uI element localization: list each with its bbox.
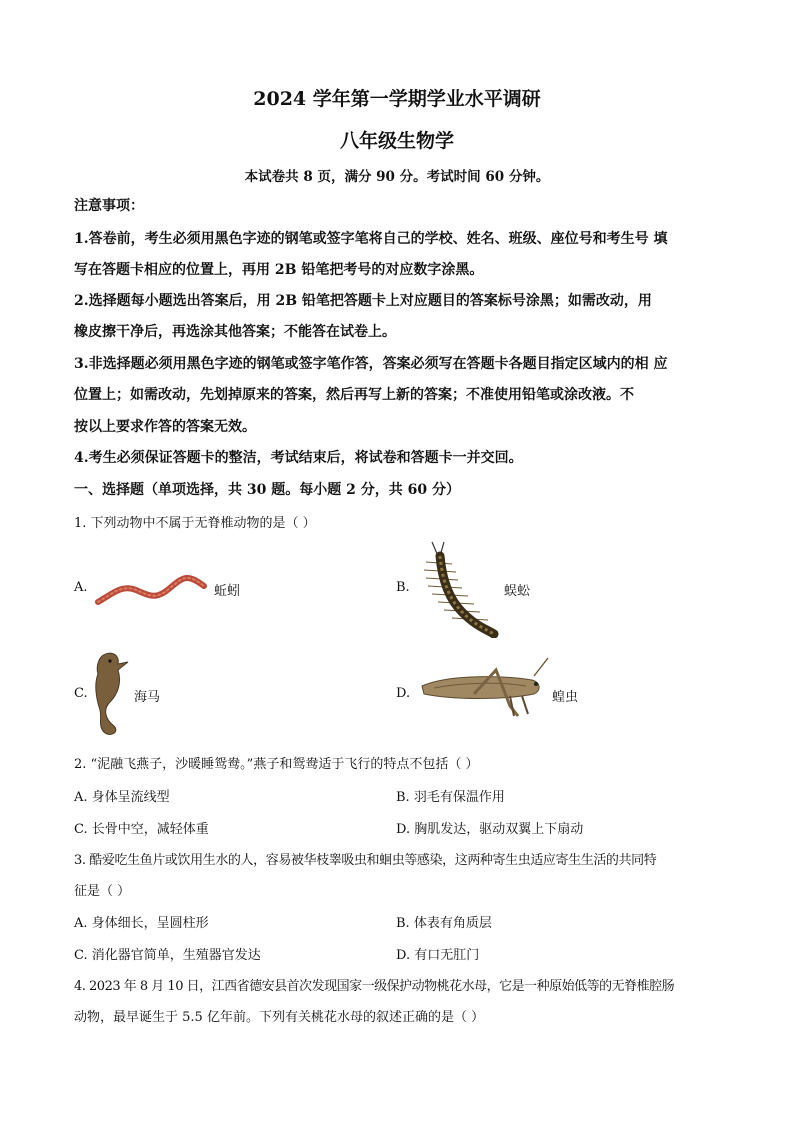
option: B. 体表有角质层 <box>396 916 492 931</box>
question-3-stem-cont: 征是（ ） <box>74 884 131 899</box>
notice-line: 写在答题卡相应的位置上，再用 2B 铅笔把考号的对应数字涂黑。 <box>74 262 484 278</box>
notice-line: 1.答卷前，考生必须用黑色字迹的钢笔或签字笔将自己的学校、姓名、班级、座位号和考生号 填 <box>74 231 668 247</box>
question-1-stem: 1. 下列动物中不属于无脊椎动物的是（ ） <box>74 516 316 531</box>
option-name: 蜈蚣 <box>504 584 531 599</box>
question-3-stem: 3. 酷爱吃生鱼片或饮用生水的人，容易被华枝睾吸虫和蛔虫等感染，这两种寄生虫适应寄生生活的共同特 <box>74 853 657 868</box>
page-subtitle: 八年级生物学 <box>339 130 454 152</box>
option: D. 胸肌发达，驱动双翼上下扇动 <box>396 822 584 837</box>
option: A. 身体呈流线型 <box>74 790 170 805</box>
option-letter: B. <box>396 580 410 595</box>
page-title: 2024 学年第一学期学业水平调研 <box>253 88 541 110</box>
option: C. 消化器官简单，生殖器官发达 <box>74 948 261 963</box>
seahorse-image <box>88 648 134 740</box>
option: B. 羽毛有保温作用 <box>396 790 505 805</box>
option: C. 长骨中空，减轻体重 <box>74 822 209 837</box>
notice-line: 按以上要求作答的答案无效。 <box>74 419 256 435</box>
option-name: 蚯蚓 <box>214 584 241 599</box>
exam-info: 本试卷共 8 页，满分 90 分。考试时间 60 分钟。 <box>244 169 550 185</box>
notice-line: 2.选择题每小题选出答案后，用 2B 铅笔把答题卡上对应题目的答案标号涂黑；如需改动，用 <box>74 293 652 309</box>
notice-line: 橡皮擦干净后，再选涂其他答案；不能答在试卷上。 <box>74 324 396 340</box>
question-4-stem-cont: 动物，最早诞生于 5.5 亿年前。下列有关桃花水母的叙述正确的是（ ） <box>74 1010 485 1025</box>
option: A. 身体细长，呈圆柱形 <box>74 916 209 931</box>
notice-line: 3.非选择题必须用黑色字迹的钢笔或签字笔作答，答案必须写在答题卡各题目指定区域内的相 应 <box>74 356 668 372</box>
option-letter: A. <box>74 580 88 595</box>
earthworm-image <box>92 566 212 610</box>
notice-line: 位置上；如需改动，先划掉原来的答案，然后再写上新的答案；不准使用铅笔或涂改液。不 <box>74 387 634 403</box>
notice-line: 4.考生必须保证答题卡的整洁，考试结束后，将试卷和答题卡一并交回。 <box>74 450 523 466</box>
option-name: 蝗虫 <box>552 690 579 705</box>
centipede-image <box>414 538 504 638</box>
question-2-stem: 2. “泥融飞燕子，沙暖睡鸳鸯。”燕子和鸳鸯适于飞行的特点不包括（ ） <box>74 757 479 772</box>
option-letter: D. <box>396 686 411 701</box>
question-4-stem: 4. 2023 年 8 月 10 日，江西省德安县首次发现国家一级保护动物桃花水母，它是一种原始低等的无脊椎腔肠 <box>74 979 675 994</box>
notice-heading: 注意事项： <box>74 198 144 214</box>
locust-image <box>414 656 552 722</box>
option: D. 有口无肛门 <box>396 948 480 963</box>
option-name: 海马 <box>134 690 161 705</box>
option-letter: C. <box>74 686 88 701</box>
section-heading: 一、选择题（单项选择，共 30 题。每小题 2 分，共 60 分） <box>74 482 460 498</box>
